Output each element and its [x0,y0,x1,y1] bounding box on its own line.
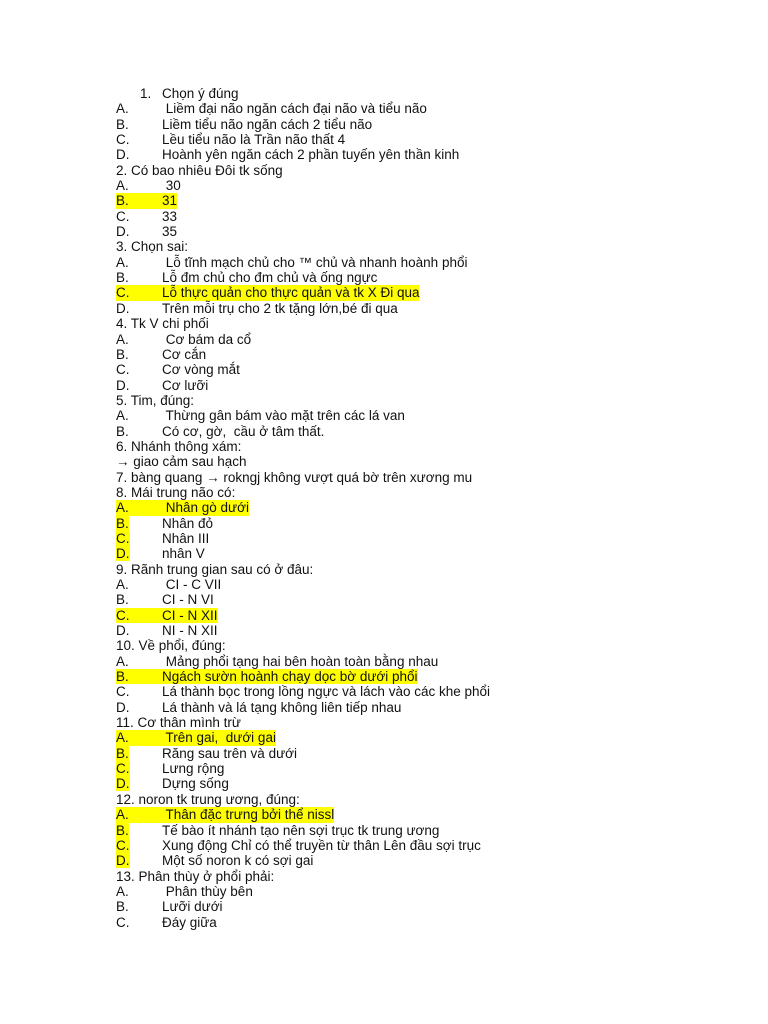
option-label: C. [116,285,130,301]
option-text: 31 [162,193,178,209]
question-heading [116,715,736,730]
highlighted-answer [116,500,249,515]
option-label: B. [116,592,129,608]
option-label: D. [116,377,130,393]
option-text: Lưng rộng [162,761,225,777]
option-label [116,746,162,761]
question-heading [116,562,736,577]
option-text: Trên gai, dưới gai [162,730,276,746]
option-text: Lều tiểu não là Trần não thất 4 [162,132,346,148]
question-text: 3. Chọn sai: [116,239,189,255]
option-label: B. [116,116,129,132]
highlighted-answer [116,807,334,822]
option-label: B. [116,193,129,209]
option-label: D. [116,699,130,715]
answer-option [116,147,736,162]
option-label: A. [116,178,129,194]
document-page [116,86,736,930]
option-text: Mảng phổi tạng hai bên hoàn toàn bằng nhau [162,653,439,669]
answer-option [116,761,736,776]
answer-option [116,224,736,239]
answer-option [116,592,736,607]
question-heading [116,316,736,331]
answer-option [116,408,736,423]
option-label: A. [116,807,129,823]
option-label: D. [116,300,130,316]
option-label: A. [116,730,129,746]
option-text: NI - N XII [162,623,218,639]
highlighted-answer [116,669,418,684]
question-text: 2. Có bao nhiêu Đôi tk sống [116,162,283,178]
option-label: C. [116,607,130,623]
question-text: 6. Nhánh thông xám: [116,438,242,454]
question-heading [116,792,736,807]
option-text: Lá thành và lá tạng không liên tiếp nhau [162,699,402,715]
option-label [116,761,162,776]
option-text: Dựng sống [162,776,229,792]
highlighted-label: D. [116,546,130,562]
answer-option [116,608,736,623]
option-text: Lỗ thực quản cho thực quản và tk X Đi qua [162,285,420,301]
option-label: C. [116,362,130,378]
answer-option [116,378,736,393]
question-text: 9. Rãnh trung gian sau có ở đâu: [116,561,314,577]
question-text: 4. Tk V chi phối [116,316,209,332]
option-text: Lỗ tĩnh mạch chủ cho ™ chủ và nhanh hoành phổi [162,254,468,270]
option-text: nhân V [162,546,205,562]
option-label: B. [116,423,129,439]
option-label: A. [116,883,129,899]
option-text: Cơ lưỡi [162,377,209,393]
option-text: Cơ bám da cổ [162,331,252,347]
highlighted-label: D. [116,853,130,869]
option-text: Ngách sườn hoành chạy dọc bờ dưới phổi [162,669,418,685]
option-label: A. [116,331,129,347]
highlighted-label: B. [116,745,129,761]
option-label: B. [116,669,129,685]
option-text: CI - N XII [162,607,218,623]
option-text: Lỗ đm chủ cho đm chủ và ống ngực [162,270,378,286]
answer-option [116,285,736,300]
question-heading [116,470,736,485]
option-label: A. [116,577,129,592]
highlighted-label: D. [116,776,130,792]
option-text: Xung động Chỉ có thể truyền từ thân Lên đầu sợi trục [162,837,481,853]
answer-option [116,516,736,531]
question-heading [116,454,736,469]
answer-option [116,884,736,899]
answer-option [116,193,736,208]
highlighted-answer [116,608,218,623]
option-label: B. [116,270,129,286]
option-text: Thân đặc trưng bởi thể nissl [162,807,335,823]
answer-option [116,332,736,347]
highlighted-label: C. [116,761,130,777]
option-text: Liềm tiểu não ngăn cách 2 tiểu não [162,116,373,132]
option-label: B. [116,346,129,362]
option-text: Trên mỗi trụ cho 2 tk tặng lớn,bé đi qua [162,300,398,316]
answer-option [116,823,736,838]
answer-option [116,546,736,561]
option-label [116,546,162,561]
option-label: A. [116,254,129,270]
highlighted-answer [116,730,276,745]
answer-option [116,270,736,285]
answer-option [116,424,736,439]
option-label: C. [116,208,130,224]
answer-option [116,362,736,377]
question-text: 7. bàng quang → rokngj không vượt quá bờ trên xương mu [116,469,473,485]
answer-option [116,347,736,362]
option-label: A. [116,653,129,669]
option-text: Đáy giữa [162,914,217,930]
highlighted-label: C. [116,530,130,546]
option-text: CI - N VI [162,592,214,608]
question-text: → giao cảm sau hạch [116,454,247,470]
option-text: Nhân III [162,530,210,546]
answer-option [116,209,736,224]
option-text: 30 [162,178,181,194]
option-text: Lá thành bọc trong lồng ngực và lách vào các khe phổi [162,684,491,700]
answer-option [116,117,736,132]
option-label [116,853,162,868]
question-heading [116,485,736,500]
answer-option [116,101,736,116]
answer-option [116,178,736,193]
option-label [116,823,162,838]
option-text: Cơ cắn [162,346,207,362]
option-text: Nhân gò dưới [162,500,249,516]
question-heading [116,638,736,653]
question-text: 8. Mái trung não có: [116,484,236,500]
option-label: C. [116,914,130,930]
answer-option [116,915,736,930]
option-text: 33 [162,208,178,224]
answer-option [116,853,736,868]
answer-option [116,700,736,715]
answer-option [116,577,736,592]
option-label [116,516,162,531]
answer-option [116,807,736,822]
option-text: Răng sau trên và dưới [162,745,297,761]
answer-option [116,301,736,316]
option-text: Phân thùy bên [162,883,253,899]
option-text: Liềm đại não ngăn cách đại não và tiểu não [162,101,427,117]
question-text: Chọn ý đúng [162,86,239,101]
answer-option [116,531,736,546]
highlighted-answer [116,193,177,208]
answer-option [116,654,736,669]
option-text: Tế bào ít nhánh tạo nên sợi trục tk trung ương [162,822,440,838]
answer-option [116,132,736,147]
question-heading [116,86,736,101]
question-heading [116,163,736,178]
option-label [116,776,162,791]
option-label: D. [116,623,130,639]
option-label: C. [116,684,130,700]
question-text: 13. Phân thùy ở phổi phải: [116,868,275,884]
answer-option [116,776,736,791]
option-label: A. [116,500,129,516]
option-label [116,838,162,853]
answer-option [116,684,736,699]
highlighted-label: B. [116,515,129,531]
question-text: 10. Về phổi, đúng: [116,638,226,654]
answer-option [116,730,736,745]
highlighted-label: B. [116,822,129,838]
question-heading [116,439,736,454]
option-label: A. [116,408,129,424]
highlighted-answer [116,285,419,300]
answer-option [116,669,736,684]
answer-option [116,746,736,761]
question-text: 11. Cơ thân mình trừ [116,715,241,731]
option-text: Cơ vòng mắt [162,362,240,378]
option-text: 35 [162,224,178,240]
option-text: Có cơ, gờ, cầu ở tâm thất. [162,423,325,439]
option-text: CI - C VII [162,577,222,592]
answer-option [116,500,736,515]
question-number: 1. [140,86,152,101]
question-heading [116,393,736,408]
answer-option [116,623,736,638]
option-label: C. [116,132,130,148]
answer-option [116,899,736,914]
option-text: Một số noron k có sợi gai [162,853,314,869]
option-text: Nhân đỏ [162,515,214,531]
option-label: B. [116,899,129,915]
option-text: Thừng gân bám vào mặt trên các lá van [162,408,405,424]
option-text: Lưỡi dưới [162,899,223,915]
option-text: Hoành yên ngăn cách 2 phần tuyến yên thần kinh [162,147,460,163]
question-text: 5. Tim, đúng: [116,392,195,408]
answer-option [116,838,736,853]
answer-option [116,255,736,270]
option-label: D. [116,224,130,240]
question-heading [116,239,736,254]
option-label: A. [116,101,129,117]
question-text: 12. noron tk trung ương, đúng: [116,791,300,807]
highlighted-label: C. [116,837,130,853]
question-heading [116,869,736,884]
option-label [116,531,162,546]
option-label: D. [116,147,130,163]
